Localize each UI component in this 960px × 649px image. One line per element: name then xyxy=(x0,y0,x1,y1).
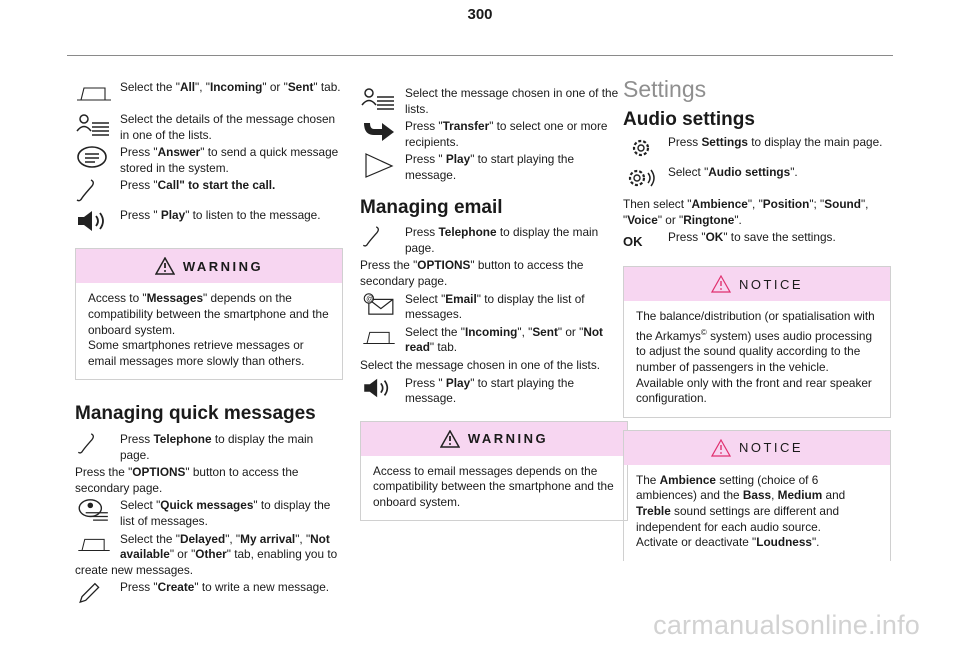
warning-header xyxy=(361,422,627,456)
handset-icon xyxy=(360,225,398,247)
step-settings xyxy=(623,135,891,157)
notice-header xyxy=(624,431,890,465)
header-rule xyxy=(67,55,893,56)
step-play xyxy=(75,208,343,230)
warning-title: WARNING xyxy=(467,430,549,446)
section-heading: Managing quick messages xyxy=(75,403,316,425)
email-icon xyxy=(360,292,398,314)
step-play-email: Press " Play" to start playing the message. xyxy=(360,376,628,407)
audio-settings-icon xyxy=(623,165,661,191)
notice-box xyxy=(623,266,891,417)
tab-icon xyxy=(360,325,398,347)
step-options: Press the "OPTIONS" button to access the secondary page. xyxy=(75,465,299,495)
step-text: Select "Audio settings". xyxy=(668,165,798,180)
step-then-select: Then select "Ambience", "Position"; "Sound", "Voice" or "Ringtone". xyxy=(623,197,869,227)
transfer-arrow-icon xyxy=(360,119,398,145)
step-select-email: Select the message chosen in one of the lists. xyxy=(360,357,601,372)
step-select-details xyxy=(75,112,343,143)
step-text: Press " Play" to listen to the message. xyxy=(120,208,321,223)
warning-box xyxy=(360,421,628,522)
svg-text:@: @ xyxy=(366,293,374,303)
warning-body xyxy=(76,283,342,379)
ok-icon: OK xyxy=(623,234,643,250)
notice-text: The Ambience setting (choice of 6 ambiences) and the Bass, Medium and Treble sound settings are different and independent for each audio source. xyxy=(636,472,846,534)
warning-body: Access to email messages depends on the compatibility between the smartphone and the onboard system. xyxy=(373,463,614,509)
watermark: carmanualsonline.info xyxy=(653,610,920,640)
notice-triangle-icon xyxy=(711,439,731,457)
step-select-email-tab: Select the "Incoming", "Sent" or "Not read" tab. xyxy=(360,325,628,356)
step-text: Press "Transfer" to select one or more recipients. xyxy=(405,119,608,149)
step-select-message xyxy=(360,86,628,117)
handset-icon xyxy=(75,178,113,204)
step-select-quick-tab: Select the "Delayed", "My arrival", "Not available" or "Other" tab, enabling you to create new messages. xyxy=(75,531,338,577)
column-2 xyxy=(360,86,628,533)
pencil-icon xyxy=(75,580,113,602)
notice-text-2: Activate or deactivate "Loudness". xyxy=(636,535,820,550)
step-select-tab xyxy=(75,80,343,102)
section-heading: Managing email xyxy=(360,196,503,218)
notice-title: NOTICE xyxy=(738,440,804,456)
speaker-icon xyxy=(75,208,113,234)
page-title: Settings xyxy=(623,76,707,102)
step-telephone: Press Telephone to display the main page. xyxy=(360,225,628,256)
column-1 xyxy=(75,80,343,604)
warning-triangle-icon xyxy=(440,430,460,448)
notice-body xyxy=(624,301,890,416)
warning-box xyxy=(75,248,343,380)
step-transfer xyxy=(360,119,628,150)
step-create: Press "Create" to write a new message. xyxy=(75,580,343,602)
tab-icon xyxy=(75,532,113,554)
step-ok xyxy=(623,230,891,252)
step-text: Select the details of the message chosen in one of the lists. xyxy=(120,112,336,142)
handset-icon xyxy=(75,432,113,454)
step-text: Press "Answer" to send a quick message stored in the system. xyxy=(120,145,339,175)
section-heading: Audio settings xyxy=(623,108,755,130)
step-text: Press " Play" to start playing the message. xyxy=(405,152,575,182)
settings-icon xyxy=(623,135,661,161)
step-call xyxy=(75,178,343,200)
page-number: 300 xyxy=(467,6,493,23)
step-text: Press "OK" to save the settings. xyxy=(668,230,836,245)
warning-triangle-icon xyxy=(155,257,175,275)
step-email: @ Select "Email" to display the list of messages. xyxy=(360,292,628,323)
answer-icon xyxy=(75,145,113,171)
quick-message-icon xyxy=(75,498,113,520)
column-3 xyxy=(623,76,891,573)
step-text: Press "Call" to start the call. xyxy=(120,178,276,193)
notice-title: NOTICE xyxy=(738,276,804,292)
step-options: Press the "OPTIONS" button to access the secondary page. xyxy=(360,258,584,288)
list-detail-icon xyxy=(360,86,398,112)
notice-body xyxy=(624,465,890,561)
play-icon xyxy=(360,152,398,178)
step-telephone: Press Telephone to display the main page. xyxy=(75,432,343,463)
list-detail-icon xyxy=(75,112,113,138)
warning-title: WARNING xyxy=(182,258,264,274)
step-text: Select the "All", "Incoming" or "Sent" tab. xyxy=(120,80,341,94)
step-audio-settings xyxy=(623,165,891,187)
warning-header xyxy=(76,249,342,283)
step-answer xyxy=(75,145,343,176)
step-text: Press Settings to display the main page. xyxy=(668,135,883,150)
warning-text: Access to "Messages" depends on the compatibility between the smartphone and the onboard system. xyxy=(88,291,329,337)
tab-icon xyxy=(75,80,113,106)
step-text: Select the message chosen in one of the lists. xyxy=(405,86,619,116)
notice-triangle-icon xyxy=(711,275,731,293)
notice-text-2: Available only with the front and rear speaker configuration. xyxy=(636,375,872,406)
notice-header xyxy=(624,267,890,301)
step-play-message xyxy=(360,152,628,183)
warning-text-2: Some smartphones retrieve messages or email messages more slowly than others. xyxy=(88,338,305,368)
notice-text: The balance/distribution (or spatialisation with the Arkamys© system) uses audio processing to adjust the sound quality according to the number of passengers in the vehicle. xyxy=(636,309,875,375)
notice-box xyxy=(623,430,891,561)
speaker-icon xyxy=(360,376,398,398)
step-quick-messages: Select "Quick messages" to display the list of messages. xyxy=(75,498,343,529)
